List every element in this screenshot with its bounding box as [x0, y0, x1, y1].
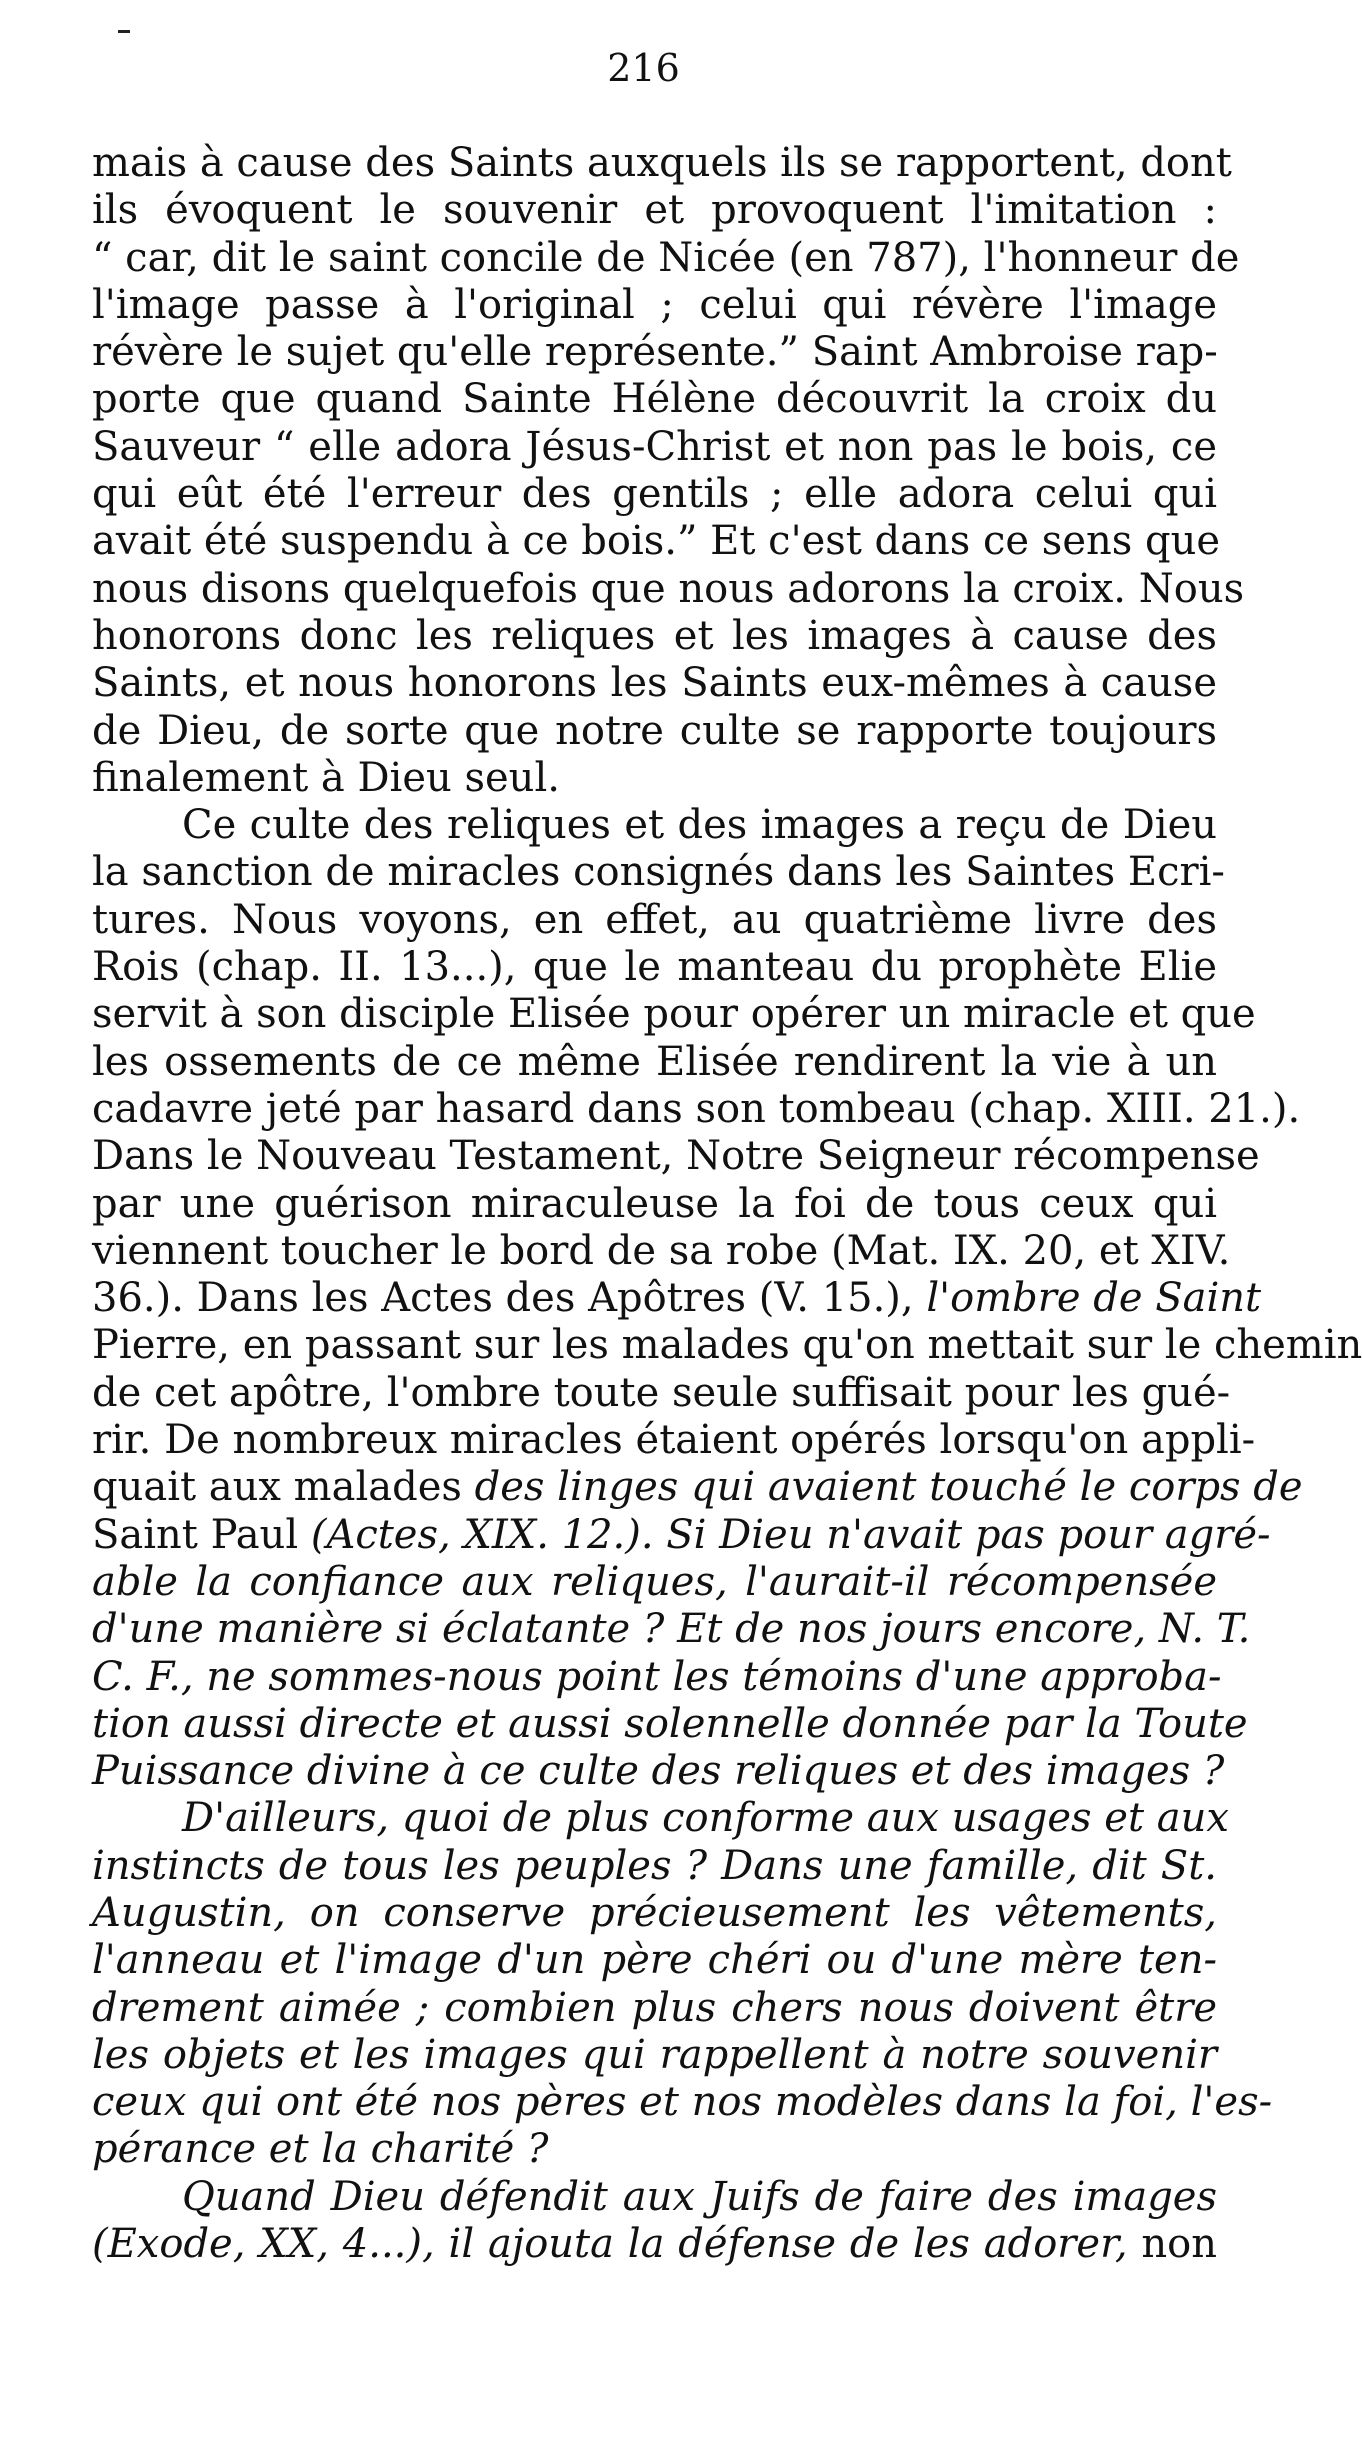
text-line: [92, 1559, 1217, 1606]
italic-quote: C. F., ne sommes-nous point les témoins d'une approba-: [92, 1653, 1222, 1700]
text-line: finalement à Dieu seul.: [92, 754, 560, 801]
body-text: [92, 140, 1362, 2268]
text-line: [92, 1843, 1217, 1890]
text-line: Saints, et nous honorons les Saints eux-mêmes à cause: [92, 660, 1217, 707]
italic-quote: Augustin, on conserve précieusement les vêtements,: [92, 1889, 1217, 1936]
italic-quote: D'ailleurs, quoi de plus conforme aux usages et aux: [182, 1795, 1229, 1842]
italic-quote: l'ombre de Saint: [926, 1275, 1262, 1322]
paragraph: [92, 802, 1362, 1795]
italic-quote: tion aussi directe et aussi solennelle donnée par la Toute: [92, 1700, 1248, 1747]
text-line: honorons donc les reliques et les images à cause des: [92, 612, 1217, 659]
text-line: [92, 2174, 1217, 2221]
italic-quote: l'anneau et l'image d'un père chéri ou d'une mère ten-: [92, 1937, 1217, 1984]
text-line: de cet apôtre, l'ombre toute seule suffisait pour les gué-: [92, 1369, 1231, 1416]
text-line: porte que quand Sainte Hélène découvrit la croix du: [92, 376, 1217, 423]
paragraph: [92, 1795, 1273, 2173]
text-line: tures. Nous voyons, en effet, au quatrième livre des: [92, 896, 1217, 943]
text-line: Ce culte des reliques et des images a reçu de Dieu: [182, 802, 1217, 849]
text-line: révère le sujet qu'elle représente.” Saint Ambroise rap-: [92, 329, 1218, 376]
text-line: [92, 1985, 1217, 2032]
italic-quote: pérance et la charité ?: [92, 2126, 549, 2173]
text-line: [92, 1795, 1229, 1842]
text-line: Saint Paul (Actes, XIX. 12.). Si Dieu n'avait pas pour agré-: [92, 1511, 1271, 1558]
text-line: Pierre, en passant sur les malades qu'on mettait sur le chemin: [92, 1322, 1362, 1369]
text-line: rir. De nombreux miracles étaient opérés lorsqu'on appli-: [92, 1417, 1256, 1464]
italic-quote: able la confiance aux reliques, l'aurait-il récompensée: [92, 1558, 1217, 1605]
margin-dash-mark: [118, 30, 130, 33]
text-line: [92, 2079, 1273, 2126]
text-line: [92, 1700, 1248, 1748]
text-line: [92, 2032, 1217, 2079]
italic-quote: les objets et les images qui rappellent à notre souvenir: [92, 2031, 1217, 2078]
text-line: [92, 1937, 1217, 1984]
italic-quote: (Actes, XIX. 12.). Si Dieu n'avait pas pour agré-: [298, 1511, 1271, 1558]
italic-quote: drement aimée ; combien plus chers nous doivent être: [92, 1984, 1217, 2031]
italic-quote: d'une manière si éclatante ? Et de nos jours encore, N. T.: [92, 1606, 1251, 1653]
text-line: nous disons quelquefois que nous adorons la croix. Nous: [92, 565, 1245, 612]
text-line: avait été suspendu à ce bois.” Et c'est dans ce sens que: [92, 518, 1221, 565]
text-line: [92, 1606, 1251, 1653]
italic-quote: Quand Dieu défendit aux Juifs de faire des images: [182, 2173, 1217, 2220]
text-line: par une guérison miraculeuse la foi de tous ceux qui: [92, 1180, 1217, 1227]
text-line: Sauveur “ elle adora Jésus-Christ et non pas le bois, ce: [92, 423, 1217, 470]
text-line: quait aux malades des linges qui avaient touché le corps de: [92, 1464, 1303, 1511]
text-line: servit à son disciple Elisée pour opérer un miracle et que: [92, 991, 1256, 1038]
text-line: les ossements de ce même Elisée rendirent la vie à un: [92, 1038, 1217, 1085]
text-line: l'image passe à l'original ; celui qui révère l'image: [92, 281, 1217, 328]
text-line: [92, 1748, 1225, 1795]
page-number: 216: [607, 46, 680, 90]
text-line: la sanction de miracles consignés dans les Saintes Ecri-: [92, 849, 1225, 896]
paragraph: [92, 140, 1245, 802]
text-line: mais à cause des Saints auxquels ils se rapportent, dont: [92, 140, 1232, 186]
text-line: 36.). Dans les Actes des Apôtres (V. 15.), l'ombre de Saint: [92, 1275, 1262, 1322]
text-line: Rois (chap. II. 13...), que le manteau du prophète Elie: [92, 944, 1217, 991]
text-line: cadavre jeté par hasard dans son tombeau (chap. XIII. 21.).: [92, 1085, 1301, 1132]
italic-quote: Puissance divine à ce culte des reliques et des images ?: [92, 1748, 1225, 1795]
italic-quote: ceux qui ont été nos pères et nos modèles dans la foi, l'es-: [92, 2079, 1273, 2126]
text-line: qui eût été l'erreur des gentils ; elle adora celui qui: [92, 471, 1217, 518]
text-line: de Dieu, de sorte que notre culte se rapporte toujours: [92, 707, 1217, 754]
text-line: [92, 1890, 1217, 1937]
text-line: [92, 1653, 1222, 1701]
italic-quote: des linges qui avaient touché le corps de: [474, 1464, 1303, 1511]
text-line: (Exode, XX, 4...), il ajouta la défense de les adorer, non: [92, 2221, 1217, 2268]
italic-quote: (Exode, XX, 4...), il ajouta la défense de les adorer,: [92, 2221, 1142, 2268]
text-line: viennent toucher le bord de sa robe (Mat. IX. 20, et XIV.: [92, 1227, 1231, 1274]
text-line: “ car, dit le saint concile de Nicée (en 787), l'honneur de: [92, 234, 1240, 281]
italic-quote: instincts de tous les peuples ? Dans une famille, dit St.: [92, 1842, 1217, 1889]
text-line: ils évoquent le souvenir et provoquent l'imitation :: [92, 187, 1217, 234]
paragraph: [92, 2174, 1217, 2269]
text-line: Dans le Nouveau Testament, Notre Seigneur récompense: [92, 1133, 1260, 1180]
text-line: [92, 2126, 1217, 2173]
